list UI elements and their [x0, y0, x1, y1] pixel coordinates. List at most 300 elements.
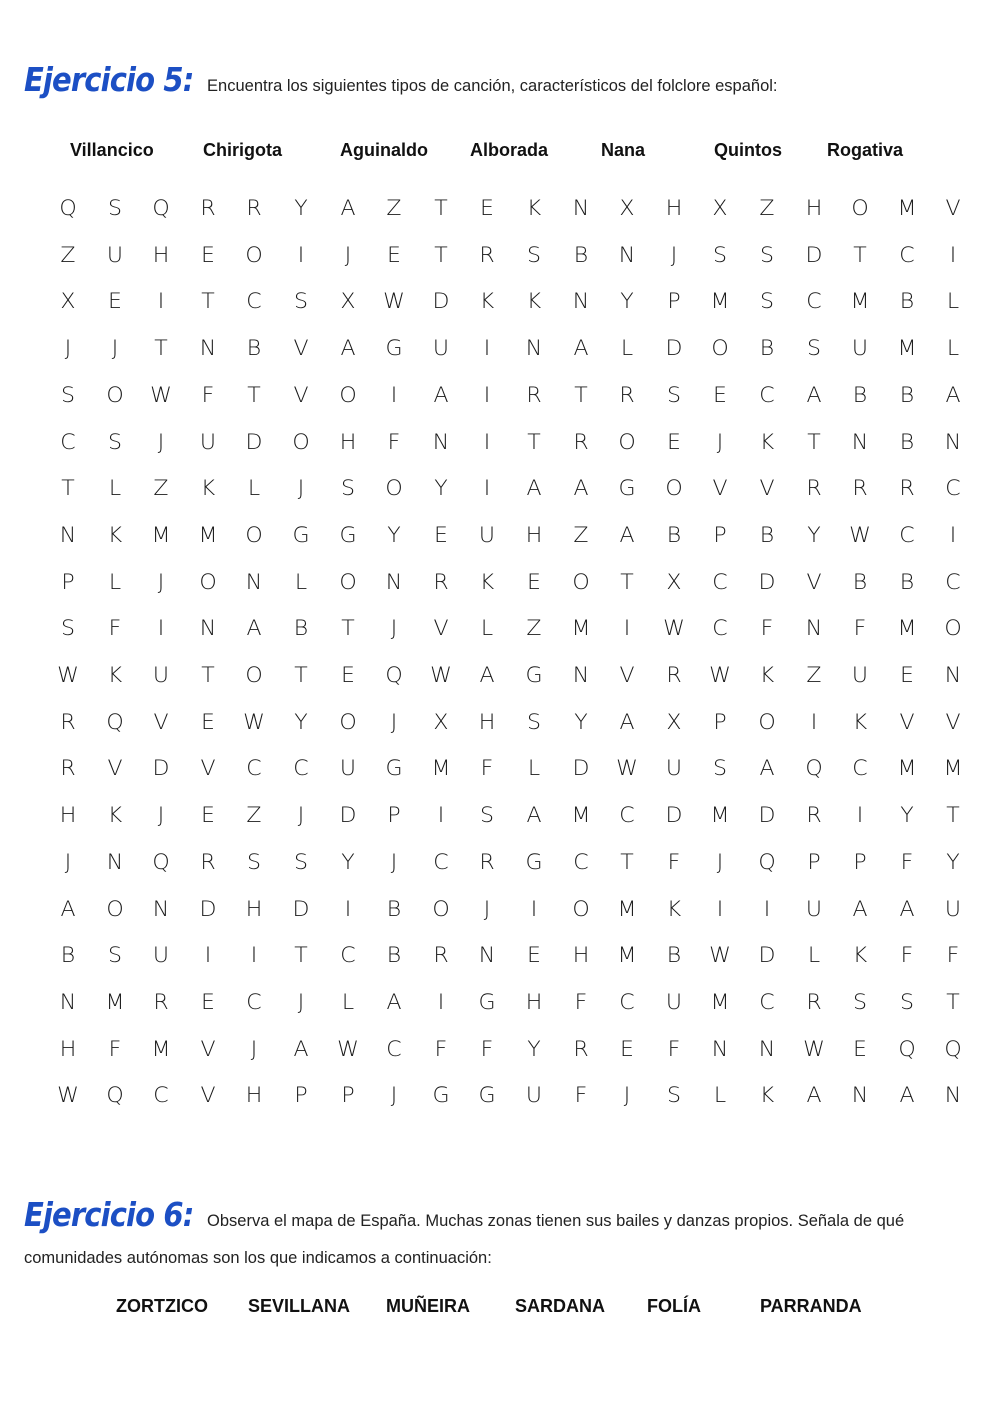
grid-letter[interactable]: O: [758, 709, 776, 734]
grid-letter[interactable]: T: [946, 803, 961, 828]
grid-letter[interactable]: C: [759, 989, 775, 1014]
grid-letter[interactable]: S: [713, 242, 728, 267]
grid-letter[interactable]: N: [945, 429, 962, 454]
grid-letter[interactable]: N: [59, 989, 77, 1014]
grid-letter[interactable]: N: [851, 429, 869, 454]
grid-letter[interactable]: C: [945, 476, 962, 501]
grid-letter[interactable]: L: [621, 336, 634, 361]
grid-letter[interactable]: T: [201, 289, 215, 314]
grid-letter[interactable]: G: [292, 522, 310, 547]
grid-letter[interactable]: H: [339, 429, 356, 454]
grid-letter[interactable]: L: [294, 569, 308, 594]
grid-letter[interactable]: I: [437, 803, 445, 828]
grid-letter[interactable]: I: [856, 803, 864, 828]
grid-letter[interactable]: D: [665, 336, 683, 361]
grid-letter[interactable]: T: [806, 429, 821, 454]
grid-letter[interactable]: S: [759, 242, 775, 267]
grid-letter[interactable]: I: [484, 429, 491, 454]
grid-letter[interactable]: S: [806, 336, 821, 361]
grid-letter[interactable]: V: [433, 616, 449, 641]
grid-letter[interactable]: O: [245, 522, 264, 547]
grid-letter[interactable]: I: [390, 382, 398, 407]
grid-letter[interactable]: J: [717, 429, 724, 454]
grid-letter[interactable]: R: [246, 196, 263, 220]
grid-letter[interactable]: B: [386, 943, 402, 968]
grid-letter[interactable]: P: [387, 803, 401, 828]
grid-letter[interactable]: P: [713, 709, 728, 734]
grid-letter[interactable]: N: [199, 616, 217, 641]
grid-letter[interactable]: F: [108, 1036, 121, 1061]
grid-letter[interactable]: G: [478, 1083, 496, 1108]
grid-letter[interactable]: S: [666, 382, 681, 407]
grid-letter[interactable]: F: [108, 616, 121, 641]
grid-letter[interactable]: C: [619, 803, 635, 828]
grid-letter[interactable]: S: [526, 242, 542, 267]
grid-letter[interactable]: E: [853, 1036, 868, 1061]
grid-letter[interactable]: M: [897, 196, 917, 220]
grid-letter[interactable]: M: [710, 989, 730, 1014]
grid-letter[interactable]: F: [853, 616, 867, 641]
grid-letter[interactable]: A: [340, 196, 356, 220]
grid-letter[interactable]: O: [665, 476, 683, 501]
grid-letter[interactable]: F: [434, 1036, 448, 1061]
grid-letter[interactable]: R: [153, 989, 169, 1014]
grid-letter[interactable]: G: [525, 849, 543, 874]
grid-letter[interactable]: G: [385, 756, 403, 781]
grid-letter[interactable]: Z: [60, 242, 76, 267]
grid-letter[interactable]: P: [667, 289, 681, 314]
grid-letter[interactable]: U: [153, 663, 170, 687]
grid-letter[interactable]: T: [434, 242, 448, 267]
grid-letter[interactable]: N: [945, 1083, 962, 1108]
grid-letter[interactable]: J: [297, 803, 305, 828]
grid-letter[interactable]: P: [294, 1083, 308, 1108]
grid-letter[interactable]: A: [619, 709, 635, 734]
grid-letter[interactable]: F: [574, 989, 587, 1014]
grid-letter[interactable]: C: [899, 242, 915, 267]
grid-letter[interactable]: T: [573, 382, 588, 407]
grid-letter[interactable]: W: [709, 943, 732, 968]
grid-letter[interactable]: I: [484, 476, 491, 501]
grid-letter[interactable]: M: [710, 803, 730, 828]
grid-letter[interactable]: J: [390, 616, 398, 641]
grid-letter[interactable]: R: [200, 196, 216, 220]
grid-letter[interactable]: Q: [152, 196, 170, 220]
grid-letter[interactable]: S: [107, 429, 122, 454]
grid-letter[interactable]: K: [852, 943, 868, 968]
grid-letter[interactable]: J: [251, 1036, 258, 1061]
grid-letter[interactable]: S: [60, 382, 76, 407]
grid-letter[interactable]: H: [805, 196, 822, 220]
grid-letter[interactable]: C: [386, 1036, 402, 1061]
grid-letter[interactable]: Q: [105, 1083, 124, 1108]
grid-letter[interactable]: Z: [759, 196, 775, 220]
grid-letter[interactable]: K: [526, 196, 542, 220]
grid-letter[interactable]: Z: [573, 522, 589, 547]
grid-letter[interactable]: A: [479, 663, 495, 687]
grid-letter[interactable]: R: [805, 476, 822, 501]
grid-letter[interactable]: I: [437, 989, 445, 1014]
grid-letter[interactable]: N: [385, 569, 403, 594]
grid-letter[interactable]: P: [61, 569, 75, 594]
grid-letter[interactable]: Z: [153, 476, 169, 501]
grid-letter[interactable]: J: [157, 429, 165, 454]
grid-letter[interactable]: U: [852, 336, 869, 361]
grid-letter[interactable]: X: [666, 569, 682, 594]
grid-letter[interactable]: M: [151, 522, 171, 547]
grid-letter[interactable]: W: [57, 663, 79, 687]
grid-letter[interactable]: R: [60, 756, 76, 781]
grid-letter[interactable]: S: [899, 989, 914, 1014]
grid-letter[interactable]: L: [527, 756, 541, 781]
grid-letter[interactable]: O: [105, 382, 124, 407]
grid-letter[interactable]: C: [759, 382, 775, 407]
grid-letter[interactable]: B: [852, 569, 868, 594]
grid-letter[interactable]: J: [64, 336, 72, 361]
grid-letter[interactable]: K: [200, 476, 216, 501]
grid-letter[interactable]: D: [292, 896, 310, 921]
grid-letter[interactable]: Y: [527, 1036, 541, 1061]
grid-letter[interactable]: W: [383, 289, 406, 314]
grid-letter[interactable]: V: [759, 476, 775, 501]
grid-letter[interactable]: O: [618, 429, 636, 454]
grid-letter[interactable]: N: [712, 1036, 729, 1061]
grid-letter[interactable]: L: [947, 289, 960, 314]
grid-letter[interactable]: B: [759, 336, 775, 361]
grid-letter[interactable]: Q: [105, 709, 124, 734]
grid-letter[interactable]: R: [526, 382, 542, 407]
grid-letter[interactable]: N: [432, 429, 450, 454]
grid-letter[interactable]: F: [387, 429, 401, 454]
grid-letter[interactable]: G: [385, 336, 403, 361]
grid-letter[interactable]: Y: [900, 803, 914, 828]
grid-letter[interactable]: W: [662, 616, 685, 641]
grid-letter[interactable]: W: [243, 709, 266, 734]
grid-letter[interactable]: S: [247, 849, 262, 874]
grid-letter[interactable]: H: [525, 989, 543, 1014]
grid-letter[interactable]: A: [759, 756, 775, 781]
grid-letter[interactable]: N: [572, 289, 589, 314]
grid-letter[interactable]: N: [945, 663, 962, 687]
grid-letter[interactable]: C: [852, 756, 868, 781]
grid-letter[interactable]: R: [852, 476, 868, 501]
grid-letter[interactable]: A: [433, 382, 449, 407]
grid-letter[interactable]: V: [200, 1036, 216, 1061]
grid-letter[interactable]: J: [64, 849, 72, 874]
grid-letter[interactable]: Z: [526, 616, 542, 641]
grid-letter[interactable]: N: [106, 849, 123, 874]
grid-letter[interactable]: C: [246, 289, 263, 314]
grid-letter[interactable]: C: [899, 522, 915, 547]
grid-letter[interactable]: L: [341, 989, 354, 1014]
grid-letter[interactable]: S: [666, 1083, 681, 1108]
grid-letter[interactable]: D: [152, 756, 170, 781]
grid-letter[interactable]: J: [111, 336, 118, 361]
grid-letter[interactable]: R: [805, 989, 822, 1014]
grid-letter[interactable]: K: [666, 896, 682, 921]
grid-letter[interactable]: U: [945, 896, 962, 921]
grid-letter[interactable]: U: [665, 989, 682, 1014]
grid-letter[interactable]: G: [432, 1083, 450, 1108]
grid-letter[interactable]: F: [481, 756, 494, 781]
grid-letter[interactable]: R: [666, 663, 682, 687]
grid-letter[interactable]: B: [386, 896, 402, 921]
grid-letter[interactable]: P: [340, 1083, 355, 1108]
grid-letter[interactable]: V: [107, 756, 123, 781]
grid-letter[interactable]: L: [108, 476, 121, 501]
grid-letter[interactable]: W: [150, 382, 173, 407]
grid-letter[interactable]: Y: [340, 849, 355, 874]
grid-letter[interactable]: U: [525, 1083, 543, 1108]
grid-letter[interactable]: I: [484, 336, 491, 361]
grid-letter[interactable]: X: [666, 709, 682, 734]
grid-letter[interactable]: A: [806, 382, 822, 407]
grid-letter[interactable]: R: [200, 849, 216, 874]
grid-letter[interactable]: C: [339, 943, 356, 968]
grid-letter[interactable]: K: [107, 663, 122, 687]
grid-letter[interactable]: Q: [385, 663, 403, 687]
grid-letter[interactable]: T: [154, 336, 168, 361]
grid-letter[interactable]: Q: [758, 849, 776, 874]
grid-letter[interactable]: I: [810, 709, 817, 734]
grid-letter[interactable]: X: [619, 196, 635, 220]
grid-letter[interactable]: K: [852, 709, 868, 734]
grid-letter[interactable]: V: [712, 476, 728, 501]
grid-letter[interactable]: D: [339, 803, 357, 828]
grid-letter[interactable]: U: [339, 756, 356, 781]
grid-letter[interactable]: R: [433, 943, 449, 968]
grid-letter[interactable]: N: [805, 616, 822, 641]
grid-letter[interactable]: K: [480, 289, 495, 314]
grid-letter[interactable]: D: [758, 569, 776, 594]
grid-letter[interactable]: N: [758, 1036, 776, 1061]
grid-letter[interactable]: A: [619, 522, 635, 547]
grid-letter[interactable]: J: [390, 849, 398, 874]
grid-letter[interactable]: A: [806, 1083, 822, 1108]
grid-letter[interactable]: Y: [806, 522, 821, 547]
grid-letter[interactable]: R: [899, 476, 915, 501]
grid-letter[interactable]: M: [897, 616, 917, 641]
grid-letter[interactable]: O: [711, 336, 730, 361]
grid-letter[interactable]: W: [336, 1036, 359, 1061]
grid-letter[interactable]: N: [851, 1083, 869, 1108]
grid-letter[interactable]: O: [199, 569, 217, 594]
grid-letter[interactable]: M: [897, 336, 917, 361]
grid-letter[interactable]: T: [620, 849, 634, 874]
grid-letter[interactable]: I: [251, 943, 258, 968]
grid-letter[interactable]: D: [432, 289, 450, 314]
grid-letter[interactable]: M: [431, 756, 451, 781]
grid-letter[interactable]: L: [108, 569, 121, 594]
grid-letter[interactable]: E: [433, 522, 448, 547]
grid-letter[interactable]: N: [572, 663, 589, 687]
grid-letter[interactable]: K: [107, 803, 122, 828]
grid-letter[interactable]: E: [713, 382, 728, 407]
grid-letter[interactable]: V: [899, 709, 915, 734]
grid-letter[interactable]: I: [530, 896, 538, 921]
grid-letter[interactable]: I: [623, 616, 631, 641]
grid-letter[interactable]: M: [897, 756, 917, 781]
grid-letter[interactable]: T: [294, 943, 308, 968]
grid-letter[interactable]: C: [60, 429, 76, 454]
grid-letter[interactable]: O: [245, 242, 264, 267]
grid-letter[interactable]: J: [390, 1083, 398, 1108]
grid-letter[interactable]: D: [758, 803, 776, 828]
grid-letter[interactable]: N: [59, 522, 77, 547]
grid-letter[interactable]: A: [246, 616, 262, 641]
grid-letter[interactable]: C: [805, 289, 822, 314]
grid-letter[interactable]: E: [107, 289, 122, 314]
grid-letter[interactable]: X: [340, 289, 356, 314]
grid-letter[interactable]: O: [338, 569, 357, 594]
grid-letter[interactable]: M: [571, 616, 591, 641]
grid-letter[interactable]: S: [293, 289, 309, 314]
grid-letter[interactable]: I: [484, 382, 491, 407]
grid-letter[interactable]: O: [944, 616, 963, 641]
grid-letter[interactable]: H: [479, 709, 496, 734]
grid-letter[interactable]: E: [899, 663, 914, 687]
grid-letter[interactable]: N: [199, 336, 217, 361]
grid-letter[interactable]: K: [759, 429, 775, 454]
grid-letter[interactable]: M: [105, 989, 125, 1014]
grid-letter[interactable]: T: [853, 242, 867, 267]
grid-letter[interactable]: H: [152, 242, 170, 267]
grid-letter[interactable]: Y: [573, 709, 588, 734]
grid-letter[interactable]: O: [571, 569, 590, 594]
grid-letter[interactable]: S: [60, 616, 76, 641]
grid-letter[interactable]: F: [201, 382, 215, 407]
grid-letter[interactable]: I: [157, 616, 165, 641]
grid-letter[interactable]: A: [60, 896, 76, 921]
grid-letter[interactable]: K: [480, 569, 495, 594]
grid-letter[interactable]: M: [571, 803, 591, 828]
grid-letter[interactable]: U: [106, 242, 123, 267]
grid-letter[interactable]: U: [479, 522, 496, 547]
grid-letter[interactable]: G: [525, 663, 543, 687]
grid-letter[interactable]: E: [387, 242, 402, 267]
grid-letter[interactable]: G: [478, 989, 496, 1014]
grid-letter[interactable]: V: [945, 709, 961, 734]
grid-letter[interactable]: X: [712, 196, 728, 220]
grid-letter[interactable]: Y: [387, 522, 401, 547]
grid-letter[interactable]: Z: [806, 663, 822, 687]
grid-letter[interactable]: S: [759, 289, 775, 314]
grid-letter[interactable]: Y: [294, 196, 308, 220]
grid-letter[interactable]: O: [105, 896, 124, 921]
grid-letter[interactable]: W: [616, 756, 639, 781]
grid-letter[interactable]: V: [293, 336, 309, 361]
grid-letter[interactable]: E: [340, 663, 355, 687]
grid-letter[interactable]: T: [201, 663, 215, 687]
grid-letter[interactable]: A: [573, 336, 589, 361]
grid-letter[interactable]: W: [429, 663, 452, 687]
grid-letter[interactable]: P: [853, 849, 867, 874]
grid-letter[interactable]: Q: [152, 849, 170, 874]
grid-letter[interactable]: S: [293, 849, 309, 874]
grid-letter[interactable]: U: [153, 943, 170, 968]
grid-letter[interactable]: H: [665, 196, 683, 220]
grid-letter[interactable]: K: [759, 663, 775, 687]
grid-letter[interactable]: W: [849, 522, 872, 547]
grid-letter[interactable]: C: [619, 989, 635, 1014]
grid-letter[interactable]: H: [246, 896, 263, 921]
grid-letter[interactable]: P: [806, 849, 821, 874]
grid-letter[interactable]: B: [666, 522, 682, 547]
grid-letter[interactable]: R: [479, 242, 496, 267]
grid-letter[interactable]: V: [200, 756, 216, 781]
grid-letter[interactable]: I: [763, 896, 771, 921]
grid-letter[interactable]: B: [247, 336, 262, 361]
grid-letter[interactable]: T: [946, 989, 961, 1014]
grid-letter[interactable]: K: [759, 1083, 775, 1108]
grid-letter[interactable]: Y: [434, 476, 448, 501]
grid-letter[interactable]: C: [246, 756, 263, 781]
grid-letter[interactable]: E: [527, 943, 541, 968]
grid-letter[interactable]: K: [107, 522, 122, 547]
grid-letter[interactable]: M: [617, 896, 637, 921]
grid-letter[interactable]: Q: [944, 1036, 963, 1061]
grid-letter[interactable]: A: [945, 382, 961, 407]
grid-letter[interactable]: J: [157, 569, 165, 594]
grid-letter[interactable]: F: [900, 849, 914, 874]
grid-letter[interactable]: U: [805, 896, 822, 921]
grid-letter[interactable]: C: [712, 569, 729, 594]
grid-letter[interactable]: O: [292, 429, 310, 454]
grid-letter[interactable]: F: [481, 1036, 494, 1061]
grid-letter[interactable]: A: [340, 336, 356, 361]
grid-letter[interactable]: R: [479, 849, 496, 874]
grid-letter[interactable]: R: [572, 429, 589, 454]
grid-letter[interactable]: S: [526, 709, 542, 734]
grid-letter[interactable]: T: [527, 429, 541, 454]
grid-letter[interactable]: B: [293, 616, 309, 641]
grid-letter[interactable]: E: [480, 196, 495, 220]
grid-letter[interactable]: X: [433, 709, 449, 734]
grid-letter[interactable]: C: [572, 849, 589, 874]
grid-letter[interactable]: E: [527, 569, 541, 594]
grid-letter[interactable]: L: [807, 943, 820, 968]
grid-letter[interactable]: O: [338, 709, 357, 734]
grid-letter[interactable]: O: [432, 896, 450, 921]
grid-letter[interactable]: I: [204, 943, 212, 968]
grid-letter[interactable]: I: [297, 242, 305, 267]
grid-letter[interactable]: O: [338, 382, 357, 407]
grid-letter[interactable]: J: [157, 803, 165, 828]
grid-letter[interactable]: T: [434, 196, 448, 220]
grid-letter[interactable]: M: [198, 522, 218, 547]
grid-letter[interactable]: Z: [246, 803, 262, 828]
grid-letter[interactable]: L: [481, 616, 494, 641]
grid-letter[interactable]: C: [945, 569, 962, 594]
grid-letter[interactable]: R: [572, 1036, 589, 1061]
grid-letter[interactable]: V: [619, 663, 635, 687]
grid-letter[interactable]: J: [297, 989, 305, 1014]
grid-letter[interactable]: T: [61, 476, 75, 501]
grid-letter[interactable]: B: [60, 943, 76, 968]
grid-letter[interactable]: B: [759, 522, 775, 547]
grid-letter[interactable]: H: [572, 943, 589, 968]
grid-letter[interactable]: A: [293, 1036, 309, 1061]
grid-letter[interactable]: J: [344, 242, 351, 267]
grid-letter[interactable]: P: [713, 522, 728, 547]
grid-letter[interactable]: L: [248, 476, 261, 501]
grid-letter[interactable]: E: [200, 989, 215, 1014]
grid-letter[interactable]: C: [246, 989, 263, 1014]
grid-letter[interactable]: R: [805, 803, 822, 828]
grid-letter[interactable]: B: [899, 429, 915, 454]
grid-letter[interactable]: M: [617, 943, 637, 968]
grid-letter[interactable]: V: [293, 382, 309, 407]
